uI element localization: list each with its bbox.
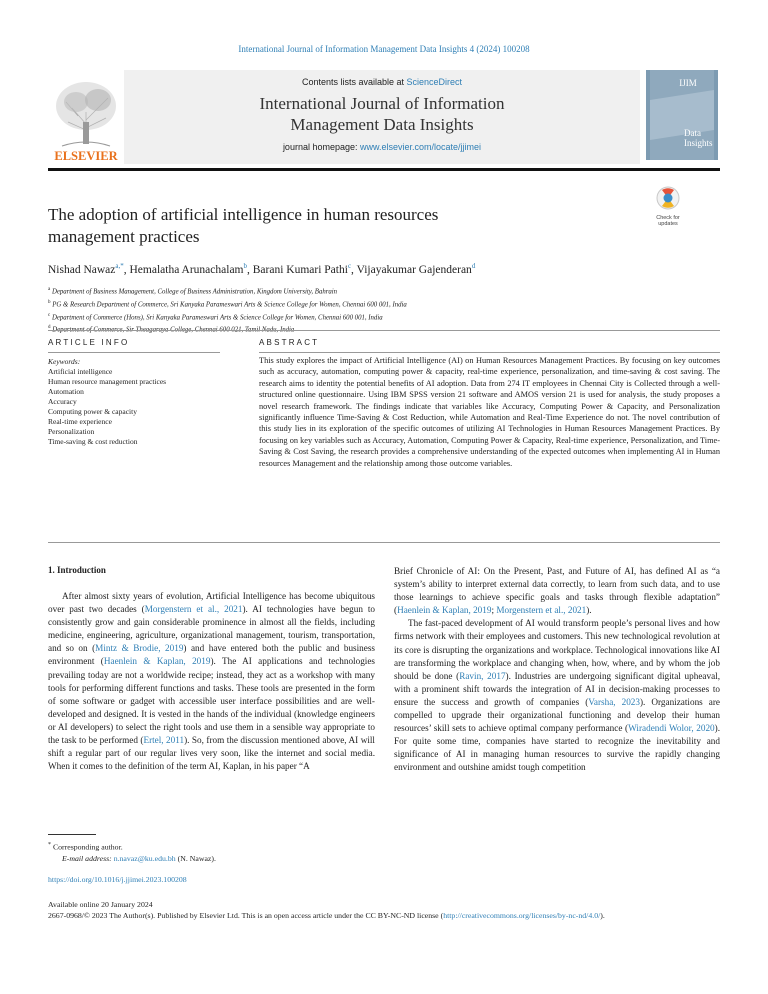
citation-link[interactable]: Ertel, 2011 [143, 735, 185, 746]
citation-link[interactable]: Ravin, 2017 [459, 670, 506, 681]
citation-link[interactable]: Morgenstern et al., 2021 [144, 604, 243, 615]
available-online: Available online 20 January 2024 [48, 900, 153, 909]
affiliations [48, 285, 720, 336]
crossmark-badge[interactable]: Check for updates [648, 186, 688, 226]
author-name[interactable]: Hemalatha Arunachalam [129, 263, 244, 276]
author-name[interactable]: Nishad Nawaz [48, 263, 116, 276]
svg-text:IJIM: IJIM [679, 78, 697, 88]
keyword-list [48, 367, 228, 447]
citation-link[interactable]: Morgenstern et al., 2021 [496, 605, 587, 616]
author-list: Nishad Nawaz$^{a,*}$, Hemalatha Arunachalam$^b$, Barani Kumari Pathi$^c$, Vijayakumar Gajenderan$^d$ [48, 262, 476, 276]
intro-paragraph: After almost sixty years of evolution, Artificial Intelligence has become ubiquitous over past two decades (Morgenstern et al., 2021). AI technologies have begun to consistently grow and gain considerable prominence in almost all the fields, including medicine, engineering, agriculture, organizational management, tourism, transportation, and so on (Mintz & Brodie, 2019) and have entered both the public and business environment (Haenlein & Kaplan, 2019). The AI applications and technologies prevailing today are not a worldwide recipe; instead, they act as a workshop with many tools for performing different functions and tasks. These tools are presented in the form of some software or gadget with accessible user interface possibilities and are well-developed and designed. It is vested in the hands of the individual (knowledge engineers or AI developers) to select the right tools and use them in a sensible way appropriate to the task to be performed (Ertel, 2011). So, from the discussion mentioned above, AI will shift a regular part of our regular lives very soon, like the internet and social media. When it comes to the definition of the term AI, Kaplan, in his paper “A [48, 591, 375, 772]
author-name[interactable]: Vijayakumar Gajenderan [356, 263, 472, 276]
citation-link[interactable]: Wiradendi Wolor, 2020 [628, 723, 715, 734]
citation-link[interactable]: Haenlein & Kaplan, 2019 [397, 605, 492, 616]
footnote-rule [48, 834, 96, 835]
journal-title: International Journal of Information Management Data Insights [259, 94, 505, 134]
affiliation-item: d [48, 325, 51, 331]
affiliation-item: $^a$ Department of Business Management, College of Business Administration, Kingdom University, Bahrain [48, 287, 338, 296]
affiliation-divider [48, 330, 720, 331]
journal-homepage-link[interactable]: www.elsevier.com/locate/jjimei [360, 142, 482, 152]
keyword-item: Real-time experience [48, 417, 112, 426]
abstract-heading: ABSTRACT [259, 338, 320, 347]
journal-homepage: journal homepage: www.elsevier.com/locate/jjimei [282, 142, 482, 152]
contents-available: Contents lists available at ScienceDirect [301, 77, 463, 87]
publication-info [48, 900, 720, 922]
keywords-label: Keywords: [48, 357, 81, 366]
journal-cover-icon [646, 70, 718, 160]
running-head[interactable]: International Journal of Information Management Data Insights 4 (2024) 100208 [238, 44, 530, 54]
license-link[interactable]: http://creativecommons.org/licenses/by-nc-nd/4.0/ [443, 910, 601, 920]
intro-paragraph: The fast-paced development of AI would transform people’s personal lives and how firms network with their employees and customers. This new technological revolution at its core is disrupting the organizations and workplace. Technological innovations like AI are transforming the workplace and changing when, how, where, and by whom the job should be done (Ravin, 2017). Industries are undergoing significant digital upheaval, with a prominent shift towards the integration of AI in decision-making processes to ensure the success and growth of companies (Varsha, 2023). Organizations are compelled to upgrade their organizational functioning and develop their human resources’ skill sets to achieve optimal company performance (Wiradendi Wolor, 2020). For quite some time, companies have started to recognize the inevitability and significance of AI in managing human resources to survive the rapidly changing environment and outshine amidst tough competition [394, 618, 720, 773]
svg-text:Insights: Insights [684, 138, 713, 148]
author-affil-marker[interactable]: d [471, 262, 476, 270]
doi-link[interactable]: https://doi.org/10.1016/j.jjimei.2023.100208 [48, 875, 187, 884]
article-title: The adoption of artificial intelligence in human resources management practices [48, 205, 439, 246]
crossmark-icon [655, 186, 681, 210]
svg-text:Data: Data [684, 128, 701, 138]
author-affil-marker[interactable]: a,* [115, 262, 124, 270]
masthead-center [124, 70, 640, 164]
keyword-item: Artificial intelligence [48, 367, 113, 376]
abstract-bottom-divider [48, 542, 720, 543]
journal-cover-thumbnail[interactable] [646, 70, 718, 160]
citation-link[interactable]: Varsha, 2023 [588, 696, 640, 707]
keyword-item: Human resource management practices [48, 377, 167, 386]
citation-link[interactable]: Mintz & Brodie, 2019 [95, 643, 184, 654]
svg-text:ELSEVIER: ELSEVIER [54, 149, 118, 163]
abstract-rule [259, 352, 720, 353]
keyword-item: Automation [48, 387, 84, 396]
article-info-rule [48, 352, 220, 353]
copyright-notice: 2667-0968/© 2023 The Author(s). Published by Elsevier Ltd. This is an open access article under the CC BY-NC-ND license (http://creativecommons.org/licenses/by-nc-nd/4.0/). [48, 910, 605, 920]
elsevier-tree-icon [48, 72, 124, 164]
email-link[interactable]: n.navaz@ku.edu.bh [113, 854, 176, 864]
article-info-heading: ARTICLE INFO [48, 338, 130, 347]
keyword-item: Personalization [48, 427, 95, 436]
journal-masthead [48, 70, 720, 168]
keyword-item: Time-saving & cost reduction [48, 437, 138, 446]
section-heading-introduction: 1. Introduction [48, 565, 106, 575]
affiliation-item: $^c$ Department of Commerce (Hons), Sri Kanyaka Parameswari Arts & Science College for Women, Chennai 600 001, India [48, 312, 383, 321]
abstract-text: This study explores the impact of Artificial Intelligence (AI) on Human Resources Management Practices. By focusing on key outcomes such as accuracy, automation, computing power & capacity, real-time experience, personalization, and time-saving & cost saving. The research aims to identity the potential benefits of AI adoption. Data from 274 IT employees in Chennai City is Collected through a well-structured online questionnaire. Using IBM SPSS version 21 software and AMOS version 21 is used for analysis, the study proposes a novel research framework. The findings indicate that variables like Accuracy, Computing Power & Capacity, and Personalization significantly influence Time-Saving & Cost Reduction, while Automation and Real-Time Experience do not. The novel contribution of this study lies in its exploration of the specific outcomes of utilizing AI Technologies in Human Resources Management Practices. By focusing on key variables such as Accuracy, Automation, Computing Power & Capacity, Real-time experience, Personalization, and Time-Saving & Cost Saving, the research provides a comprehensive understanding of the expected outcomes when implementing AI in Human resources Management and the relationship among those outcome variables. [259, 356, 720, 468]
keyword-item: Computing power & capacity [48, 407, 137, 416]
right-column-text [394, 565, 720, 775]
elsevier-logo[interactable] [48, 72, 124, 164]
intro-paragraph: Brief Chronicle of AI: On the Present, Past, and Future of AI, has defined AI as “a system’s ability to interpret external data correctly, to learn from such data, and to use those learnings to achieve specific goals and tasks through flexible adaptation” (Haenlein & Kaplan, 2019; Morgenstern et al., 2021). [394, 566, 720, 616]
footnote: * Corresponding author. E-mail address: n.navaz@ku.edu.bh (N. Nawaz). [48, 842, 216, 864]
author-affil-marker[interactable]: c [347, 262, 352, 270]
masthead-bottom-rule [48, 168, 720, 171]
author-affil-marker[interactable]: b [243, 262, 247, 270]
author-name[interactable]: Barani Kumari Pathi [252, 263, 348, 276]
keyword-item: Accuracy [48, 397, 77, 406]
citation-link[interactable]: Haenlein & Kaplan, 2019 [103, 656, 211, 667]
sciencedirect-link[interactable]: ScienceDirect [406, 77, 463, 87]
affiliation-item: $^b$ PG & Research Department of Commerce, Sri Kanyaka Parameswari Arts & Science College for Women, Chennai 600 001, India [48, 299, 407, 309]
